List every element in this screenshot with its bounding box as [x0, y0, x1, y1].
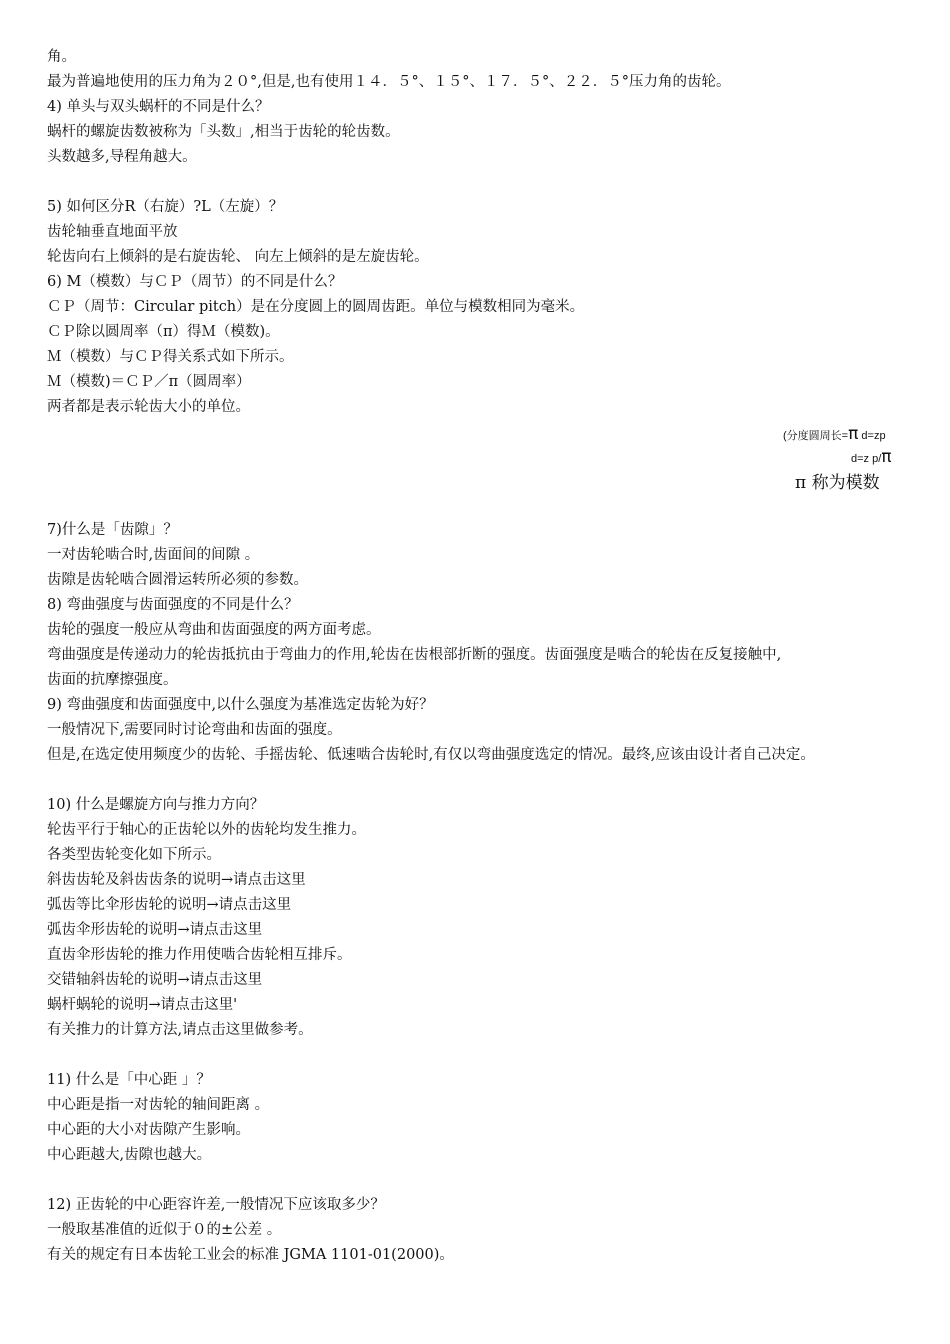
text-line: 角。 [47, 49, 76, 65]
text-line: ＣＰ（周节：Circular pitch）是在分度圆上的圆周齿距。单位与模数相同为毫米。 [47, 299, 585, 315]
link-line[interactable]: 蜗杆蜗轮的说明→请点击这里' [47, 997, 238, 1013]
question-heading: 4) 单头与双头蜗杆的不同是什么？ [47, 99, 270, 115]
link-line[interactable]: 有关推力的计算方法,请点击这里做参考。 [47, 1022, 313, 1038]
pi-symbol: π [795, 473, 807, 493]
question-heading: 7)什么是「齿隙」？ [47, 522, 178, 538]
question-heading: 6) M（模数）与ＣＰ（周节）的不同是什么？ [47, 274, 343, 290]
text-line: Ｍ（模数)＝ＣＰ／π（圆周率） [47, 374, 251, 390]
text-line: 齿隙是齿轮啮合圆滑运转所必须的参数。 [47, 572, 308, 588]
text-line: 直齿伞形齿轮的推力作用使啮合齿轮相互排斥。 [47, 947, 352, 963]
text-line: 两者都是表示轮齿大小的单位。 [47, 399, 250, 415]
question-heading: 12) 正齿轮的中心距容许差,一般情况下应该取多少？ [47, 1197, 385, 1213]
text-line: 各类型齿轮变化如下所示。 [47, 847, 221, 863]
text-line: 轮齿平行于轴心的正齿轮以外的齿轮均发生推力。 [47, 822, 366, 838]
text-line: Ｍ（模数）与ＣＰ得关系式如下所示。 [47, 349, 294, 365]
formula-line-2 [851, 447, 892, 467]
formula-caption: 称为模数 [806, 473, 880, 493]
text-line: 一般情况下,需要同时讨论弯曲和齿面的强度。 [47, 722, 342, 738]
question-heading: 10) 什么是螺旋方向与推力方向？ [47, 797, 265, 813]
question-heading: 9) 弯曲强度和齿面强度中,以什么强度为基准选定齿轮为好？ [47, 697, 434, 713]
formula-line-3 [795, 468, 880, 493]
pi-symbol: π [881, 447, 892, 467]
text-line: 中心距是指一对齿轮的轴间距离 。 [47, 1097, 270, 1113]
text-line: 但是,在选定使用频度少的齿轮、手摇齿轮、低速啮合齿轮时,有仅以弯曲强度选定的情况。最终,应该由设计者自己决定。 [47, 747, 815, 763]
link-line[interactable]: 弧齿等比伞形齿轮的说明→请点击这里 [47, 897, 292, 913]
text-line: 中心距越大,齿隙也越大。 [47, 1147, 212, 1163]
link-line[interactable]: 交错轴斜齿轮的说明→请点击这里 [47, 972, 263, 988]
text-line: 有关的规定有日本齿轮工业会的标准 JGMA 1101-01(2000)。 [47, 1247, 454, 1263]
text-line: 一般取基准值的近似于０的±公差 。 [47, 1222, 282, 1238]
text-line: 蜗杆的螺旋齿数被称为「头数」,相当于齿轮的轮齿数。 [47, 124, 400, 140]
question-heading: 8) 弯曲强度与齿面强度的不同是什么？ [47, 597, 299, 613]
formula-prefix: d=z p/ [851, 453, 882, 465]
link-line[interactable]: 斜齿齿轮及斜齿齿条的说明→请点击这里 [47, 872, 306, 888]
formula-line-1 [783, 424, 886, 444]
text-line: ＣＰ除以圆周率（π）得Ｍ（模数)。 [47, 324, 280, 340]
question-heading: 11) 什么是「中心距 」？ [47, 1072, 211, 1088]
link-line[interactable]: 弧齿伞形齿轮的说明→请点击这里 [47, 922, 263, 938]
text-line: 齿面的抗摩擦强度。 [47, 672, 178, 688]
text-line: 轮齿向右上倾斜的是右旋齿轮、 向左上倾斜的是左旋齿轮。 [47, 249, 429, 265]
text-line: 齿轮轴垂直地面平放 [47, 224, 178, 240]
text-line: 弯曲强度是传递动力的轮齿抵抗由于弯曲力的作用,轮齿在齿根部折断的强度。齿面强度是啮合的轮齿在反复接触中, [47, 647, 782, 663]
text-line: 头数越多,导程角越大。 [47, 149, 197, 165]
text-line: 齿轮的强度一般应从弯曲和齿面强度的两方面考虑。 [47, 622, 381, 638]
text-line: 最为普遍地使用的压力角为２０°,但是,也有使用１４．５°、１５°、１７．５°、２２．５°压力角的齿轮。 [47, 74, 731, 90]
question-heading: 5) 如何区分R（右旋）?L（左旋）？ [47, 199, 284, 215]
pi-symbol: π [848, 424, 859, 444]
formula-suffix: d=zp [858, 430, 886, 442]
text-line: 一对齿轮啮合时,齿面间的间隙 。 [47, 547, 260, 563]
text-line: 中心距的大小对齿隙产生影响。 [47, 1122, 250, 1138]
formula-prefix: (分度圆周长= [783, 430, 849, 442]
